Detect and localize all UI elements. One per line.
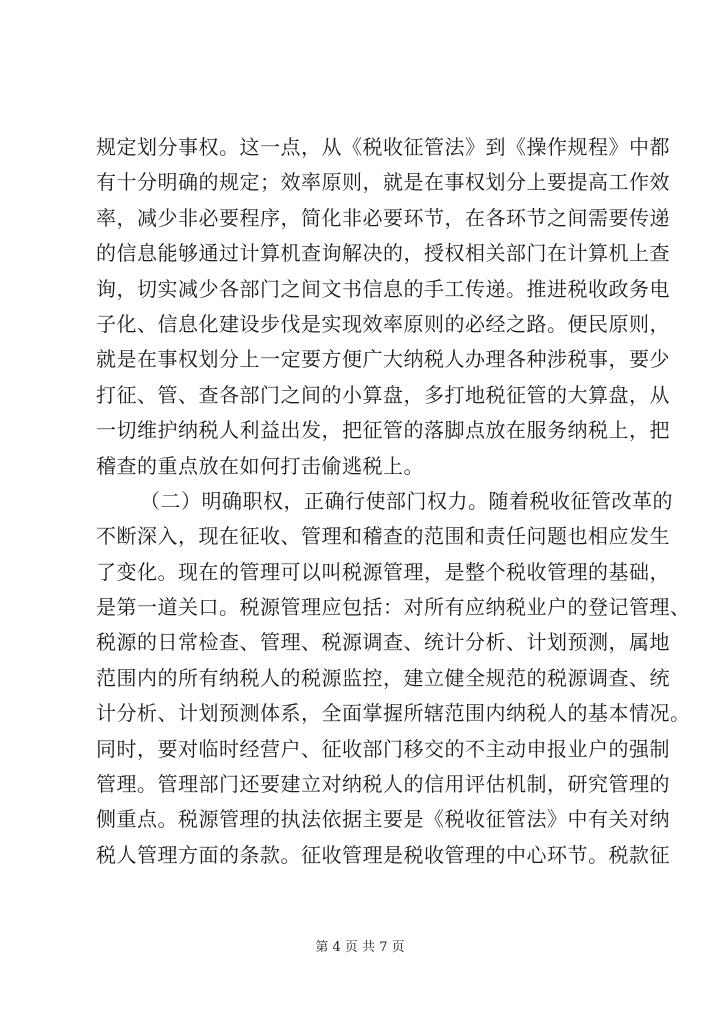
text-line: 侧重点。税源管理的执法依据主要是《税收征管法》中有关对纳 [96, 807, 670, 832]
text-line: 率，减少非必要程序，简化非必要环节，在各环节之间需要传递 [96, 205, 670, 230]
text-line: 税源的日常检查、管理、税源调查、统计分析、计划预测，属地 [96, 630, 670, 655]
section-heading-line: （二）明确职权，正确行使部门权力。随着税收征管改革的 [140, 488, 673, 513]
text-line: 管理。管理部门还要建立对纳税人的信用评估机制，研究管理的 [96, 772, 670, 797]
text-line: 同时，要对临时经营户、征收部门移交的不主动申报业户的强制 [96, 736, 670, 761]
text-line: 一切维护纳税人利益出发，把征管的落脚点放在服务纳税上，把 [96, 418, 670, 443]
text-line: 就是在事权划分上一定要方便广大纳税人办理各种涉税事，要少 [96, 347, 670, 372]
text-line: 打征、管、查各部门之间的小算盘，多打地税征管的大算盘，从 [96, 382, 670, 407]
body-text [96, 130, 691, 873]
page-footer [0, 936, 720, 955]
text-line: 是第一道关口。税源管理应包括：对所有应纳税业户的登记管理、 [96, 595, 691, 620]
text-line: 询，切实减少各部门之间文书信息的手工传递。推进税收政务电 [96, 276, 670, 301]
page-number: 第 4 页 共 7 页 [315, 940, 405, 955]
text-line-paragraph-end: 稽查的重点放在如何打击偷逃税上。 [96, 453, 424, 478]
text-line: 子化、信息化建设步伐是实现效率原则的必经之路。便民原则， [96, 311, 670, 336]
text-line: 有十分明确的规定；效率原则，就是在事权划分上要提高工作效 [96, 170, 670, 195]
text-line: 不断深入，现在征收、管理和稽查的范围和责任问题也相应发生 [96, 524, 670, 549]
text-line: 计分析、计划预测体系，全面掌握所辖范围内纳税人的基本情况。 [96, 701, 691, 726]
text-line: 规定划分事权。这一点，从《税收征管法》到《操作规程》中都 [96, 135, 670, 159]
text-line: 的信息能够通过计算机查询解决的，授权相关部门在计算机上查 [96, 241, 670, 266]
text-line: 了变化。现在的管理可以叫税源管理，是整个税收管理的基础， [96, 559, 670, 584]
text-line: 税人管理方面的条款。征收管理是税收管理的中心环节。税款征 [96, 842, 670, 867]
text-line: 范围内的所有纳税人的税源监控，建立健全规范的税源调查、统 [96, 665, 670, 690]
